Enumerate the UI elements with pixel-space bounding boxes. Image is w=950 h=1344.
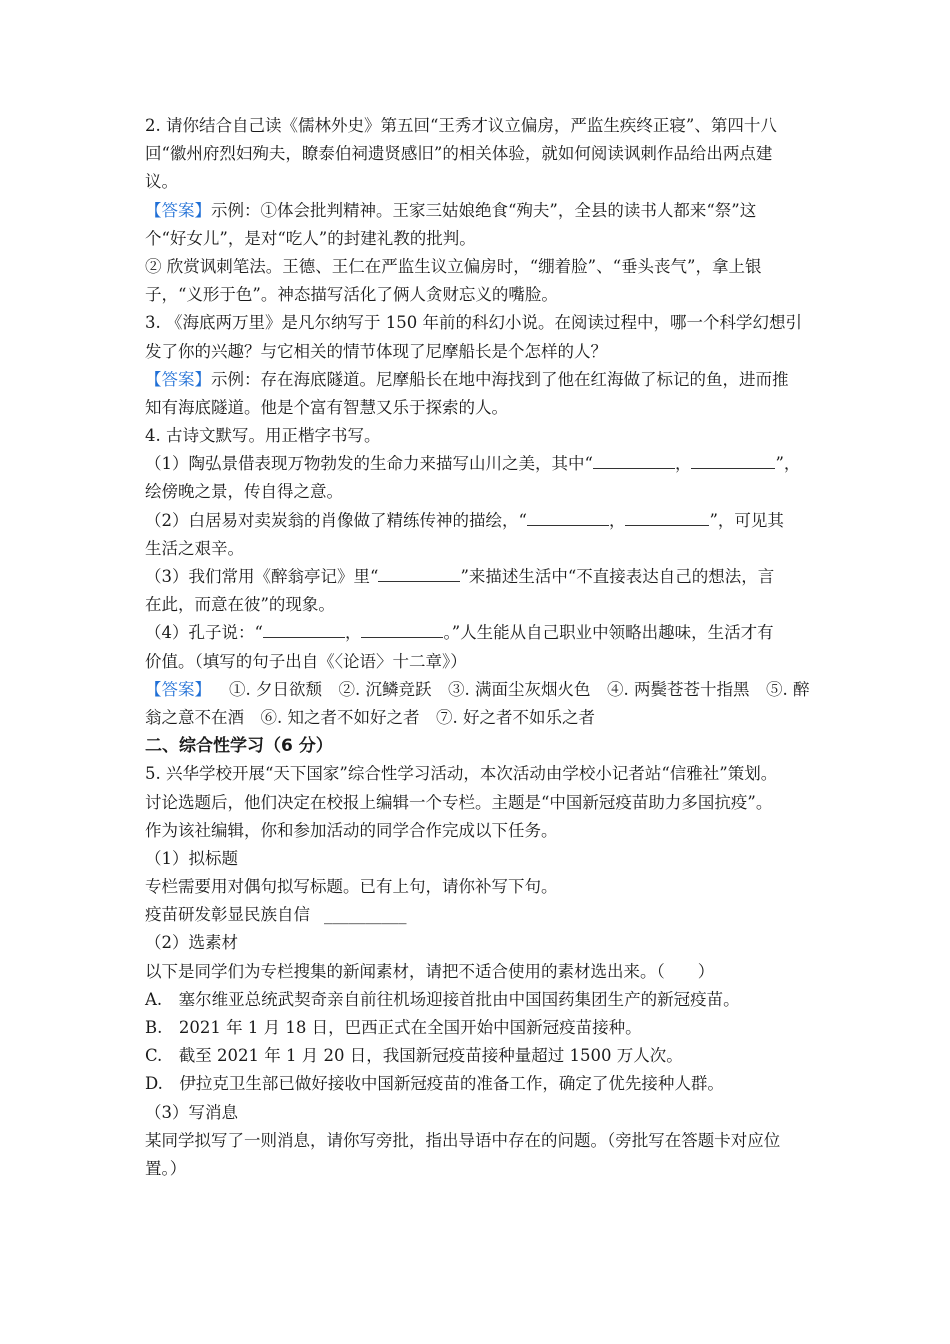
q4-part2-cont: 生活之艰辛。	[145, 538, 244, 558]
q4-part1-text: （1）陶弘景借表现万物勃发的生命力来描写山川之美，其中“	[145, 454, 593, 474]
q2-line: 回“徽州府烈妇殉夫，瞭泰伯祠遗贤感旧”的相关体验，就如何阅读讽刺作品给出两点建	[145, 144, 773, 164]
q4-title: 4. 古诗文默写。用正楷字书写。	[145, 426, 381, 446]
q4-part4-end: 。”人生能从自己职业中领略出趣味，生活才有	[443, 623, 774, 643]
q4-answer-line: 翁之意不在酒 ⑥. 知之者不如好之者 ⑦. 好之者不如乐之者	[145, 707, 595, 727]
q5-sub1-title: （1）拟标题	[145, 848, 238, 868]
q3-line: 3. 《海底两万里》是凡尔纳写于 150 年前的科幻小说。在阅读过程中，哪一个科学幻想引	[145, 313, 802, 333]
q4-part4-text: （4）孔子说：“	[145, 623, 263, 643]
section-title: 二、综合性学习（6 分）	[145, 736, 333, 757]
answer-tag: 【答案】	[145, 200, 211, 220]
q4-part1	[145, 450, 810, 478]
q5-sub1-given	[145, 901, 810, 929]
q5-sub3-text: 某同学拟写了一则消息，请你写旁批，指出导语中存在的问题。（旁批写在答题卡对应位	[145, 1130, 781, 1150]
fill-blank[interactable]	[263, 619, 345, 638]
q3-answer-text: 示例：存在海底隧道。尼摩船长在地中海找到了他在红海做了标记的鱼，进而推	[211, 369, 789, 389]
answer-tag: 【答案】	[145, 679, 211, 699]
q4-part1-cont: 绘傍晚之景，传自得之意。	[145, 482, 343, 502]
q2-answer-line: 个“好女儿”，是对“吃人”的封建礼教的批判。	[145, 228, 476, 248]
q5-sub2-text: 以下是同学们为专栏搜集的新闻素材，请把不适合使用的素材选出来。（ ）	[145, 961, 715, 981]
fill-blank[interactable]	[361, 619, 443, 638]
option-b[interactable]: B. 2021 年 1 月 18 日，巴西正式在全国开始中国新冠疫苗接种。	[145, 1018, 642, 1037]
q5-line: 5. 兴华学校开展“天下国家”综合性学习活动，本次活动由学校小记者站“信雅社”策划。	[145, 764, 778, 784]
fill-blank[interactable]	[593, 450, 675, 469]
q4-part2	[145, 507, 810, 535]
q3-answer-line: 知有海底隧道。他是个富有智慧又乐于探索的人。	[145, 397, 508, 417]
q5-sub2-title: （2）选素材	[145, 933, 238, 953]
q3-line: 发了你的兴趣？与它相关的情节体现了尼摩船长是个怎样的人？	[145, 341, 607, 361]
fill-blank[interactable]	[527, 507, 609, 526]
q2-answer-line: ② 欣赏讽刺笔法。王德、王仁在严监生议立偏房时，“绷着脸”、“垂头丧气”，拿上银	[145, 256, 762, 276]
q4-part4-cont: 价值。（填写的句子出自《〈论语〉十二章》）	[145, 651, 467, 671]
q5-line: 作为该社编辑，你和参加活动的同学合作完成以下任务。	[145, 820, 558, 840]
q3-answer-line	[145, 366, 810, 394]
answer-tag: 【答案】	[145, 369, 211, 389]
q4-part3-end: ”来描述生活中“不直接表达自己的想法，言	[460, 567, 775, 586]
q4-part2-text: （2）白居易对卖炭翁的肖像做了精练传神的描绘，“	[145, 510, 527, 530]
q4-part2-end: ”，可见其	[709, 510, 784, 530]
q4-part3-cont: 在此，而意在彼”的现象。	[145, 595, 335, 615]
given-couplet: 疫苗研发彰显民族自信	[145, 905, 310, 925]
fill-blank[interactable]	[625, 507, 709, 526]
q4-part2-sep: ，	[608, 510, 626, 530]
exam-content	[145, 112, 810, 1183]
fill-blank[interactable]	[378, 563, 460, 582]
q5-sub1-text: 专栏需要用对偶句拟写标题。已有上句，请你补写下句。	[145, 877, 558, 897]
fill-blank[interactable]: __________	[324, 905, 407, 925]
q4-answer-line	[145, 676, 810, 704]
q4-answer-text: ①. 夕日欲颓 ②. 沉鳞竞跃 ③. 满面尘灰烟火色 ④. 两鬓苍苍十指黑 ⑤. 醉	[229, 679, 810, 699]
q4-part4-sep: ，	[344, 623, 362, 643]
q4-part1-end: ”，	[775, 454, 801, 474]
q4-part3-text: （3）我们常用《醉翁亭记》里“	[145, 567, 379, 586]
q4-part3	[145, 563, 810, 591]
option-d[interactable]: D. 伊拉克卫生部已做好接收中国新冠疫苗的准备工作，确定了优先接种人群。	[145, 1074, 724, 1094]
fill-blank[interactable]	[691, 450, 775, 469]
q5-sub3-title: （3）写消息	[145, 1102, 238, 1122]
q2-answer-line: 子，“义形于色”。神态描写活化了俩人贪财忘义的嘴脸。	[145, 285, 558, 305]
option-a[interactable]: A. 塞尔维亚总统武契奇亲自前往机场迎接首批由中国国药集团生产的新冠疫苗。	[145, 989, 740, 1009]
q2-answer-line	[145, 197, 810, 225]
q2-line: 2. 请你结合自己读《儒林外史》第五回“王秀才议立偏房，严监生疾终正寝”、第四十八	[145, 116, 777, 135]
q2-answer-text: 示例：①体会批判精神。王家三姑娘绝食“殉夫”，全县的读书人都来“祭”这	[211, 200, 757, 220]
q2-line: 议。	[145, 172, 178, 192]
q5-line: 讨论选题后，他们决定在校报上编辑一个专栏。主题是“中国新冠疫苗助力多国抗疫”。	[145, 792, 773, 812]
q4-part1-sep: ，	[674, 454, 692, 474]
q4-part4	[145, 619, 810, 647]
q5-sub3-text: 置。）	[145, 1158, 187, 1178]
option-c[interactable]: C. 截至 2021 年 1 月 20 日，我国新冠疫苗接种量超过 1500 万人次。	[145, 1046, 683, 1066]
